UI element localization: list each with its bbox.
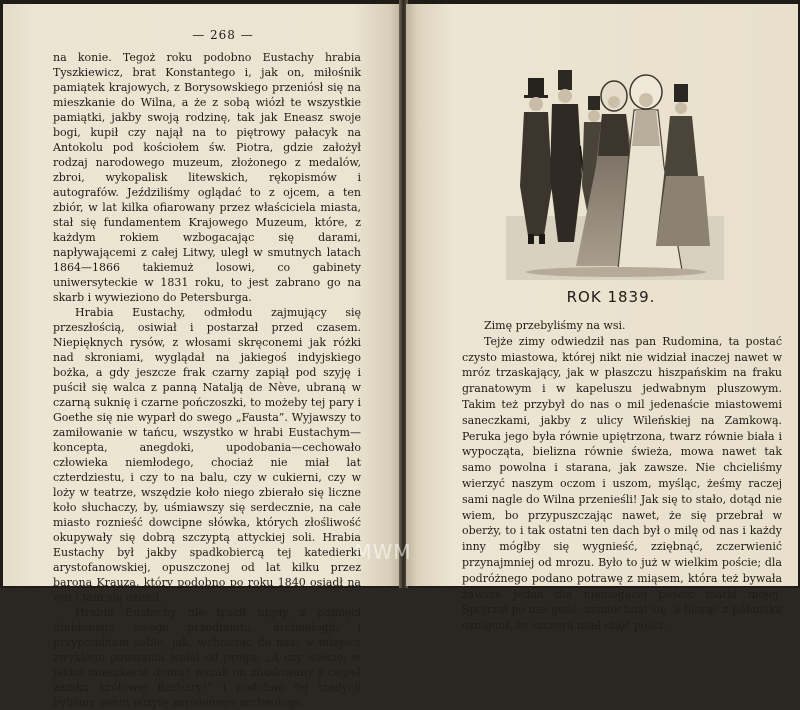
watermark: MWM <box>354 540 412 564</box>
paragraph: Tejże zimy odwiedził nas pan Rudomina, ta postać czysto miastowa, której nikt nie widział inaczej nawet w mróz trzaskający, jak w płaszczu hiszpańskim na fraku granatowym i w kapeluszu jedwabnym pluszowym. Takim też przybył do nas o mil jedenaście miastowemi saneczkami, jakby z ulicy Wileńskiej na Zamkową. Peruka jego była równie upiętrzona, twarz równie biała i wypocząta, bielizna równie świeża, mowa nawet tak samo powolna i starana, jak zawsze. Nie chcieliśmy wierzyć naszym oczom i uszom, myśląc, żeśmy raczej sami nagle do Wilna przenieśli! Jak się to stało, dotąd nie wiem, bo przypuszczając nawet, że się przebrał w oberży, to i tak ostatni ten dach był o milę od nas i każdy inny mógłby się wygnieść, zziębnąć, zczerwienić przynajmniej od mrozu. Było to już w wielkim poście; dla podróżnego podano potrawę z miąsem, która też bywała zawsze jedna dla niemogącej pościć matki mojej. Spojrzał po nas gość, uśmiechnął się, a biorąc z półmiska oznajmił, że szczerą miał chęć pości- <box>462 334 782 633</box>
right-page <box>406 4 798 633</box>
paragraph: na konie. Tegoż roku podobno Eustachy hrabia Tyszkiewicz, brat Konstantego i, jak on, miłośnik pamiątek krajowych, z Borysowskiego przeniósł się na mieszkanie do Wilna, a że z sobą wiózł te wszystkie pamiątki, jakby swoją rodzinę, tak jak Eneasz swoje bogi, kupił czy najął na to piętrowy pałacyk na Antokolu pod kościołem św. Piotra, gdzie założył rodzaj narodowego muzeum, złożonego z medalów, zbroi, wykopalisk litewskich, rękopismów i autografów. Jeździliśmy oglądać to z ojcem, a ten zbiór, w lat kilka ofiarowany przez właściciela miasta, stał się fundamentem Krajowego Muzeum, które, z każdym rokiem wzbogacając się darami, napływającemi z całej Litwy, uległ w smutnych latach 1864—1866 takiemuż losowi, co gabinety uniwersyteckie w 1831 roku, to jest zabrano go na skarb i wywieziono do Petersburga. <box>53 51 361 304</box>
left-page <box>3 4 401 709</box>
period-costume-illustration <box>506 66 724 280</box>
left-page-text <box>53 50 361 710</box>
paragraph: Zimę przebyliśmy na wsi. <box>484 319 626 332</box>
right-page-text <box>462 318 782 634</box>
chapter-title: ROK 1839. <box>566 288 656 306</box>
paragraph: Hrabia Eustachy nie tracił nigdy z pamięci ulubionego swego przedmiotu, archeologji, i przypominam sobie, jak, wchodząc do nas, w miejsce zwykłego powitania wołał od progu: „A czy wiecie, w jakim mieszkacie domu? wszak on zbudowany z cegieł zamku królowej Barbary!” I podobno tej tradycji byliśmy winni wizytę zapalonego archeologa. <box>53 606 361 709</box>
page-number: — 268 — <box>192 28 254 42</box>
paragraph: Hrabia Eustachy, odmłodu zajmujący się przeszłością, osiwiał i postarzał przed czasem. Niepięknych rysów, z włosami skręconemi jak różki nad skroniami, wyglądał na jakiegoś indyjskiego bożka, a gdy jeszcze frak czarny zapiął pod szyję i puścił się walca z panną Natalją de Nève, ubraną w czarną suknię i czarne pończoszki, to możeby tej pary i Goethe się nie wyparł do swego „Fausta”. Wyjawszy to zamiłowanie w tańcu, wszystko w hrabi Eustachym—koncepta, anegdoki, upodobania—cechowało człowieka niemłodego, chociaż nie miał lat czterdziestu, i czy to na balu, czy w cukierni, czy w loży w teatrze, wszędzie koło niego zbierało się liczne koło słuchaczy, by, uśmiawszy się serdecznie, na całe miasto roznieść dowcipne słówka, których złośliwość okupywały się dobrą szczyptą attyckiej soli. Hrabia Eustachy był jakby spadkobiercą tej katedierki arystofanowskiej, opuszczonej od lat kilku przez barona Krauza, który podobno po roku 1840 osiadł na wsi i tam się ożenił. <box>53 306 361 604</box>
